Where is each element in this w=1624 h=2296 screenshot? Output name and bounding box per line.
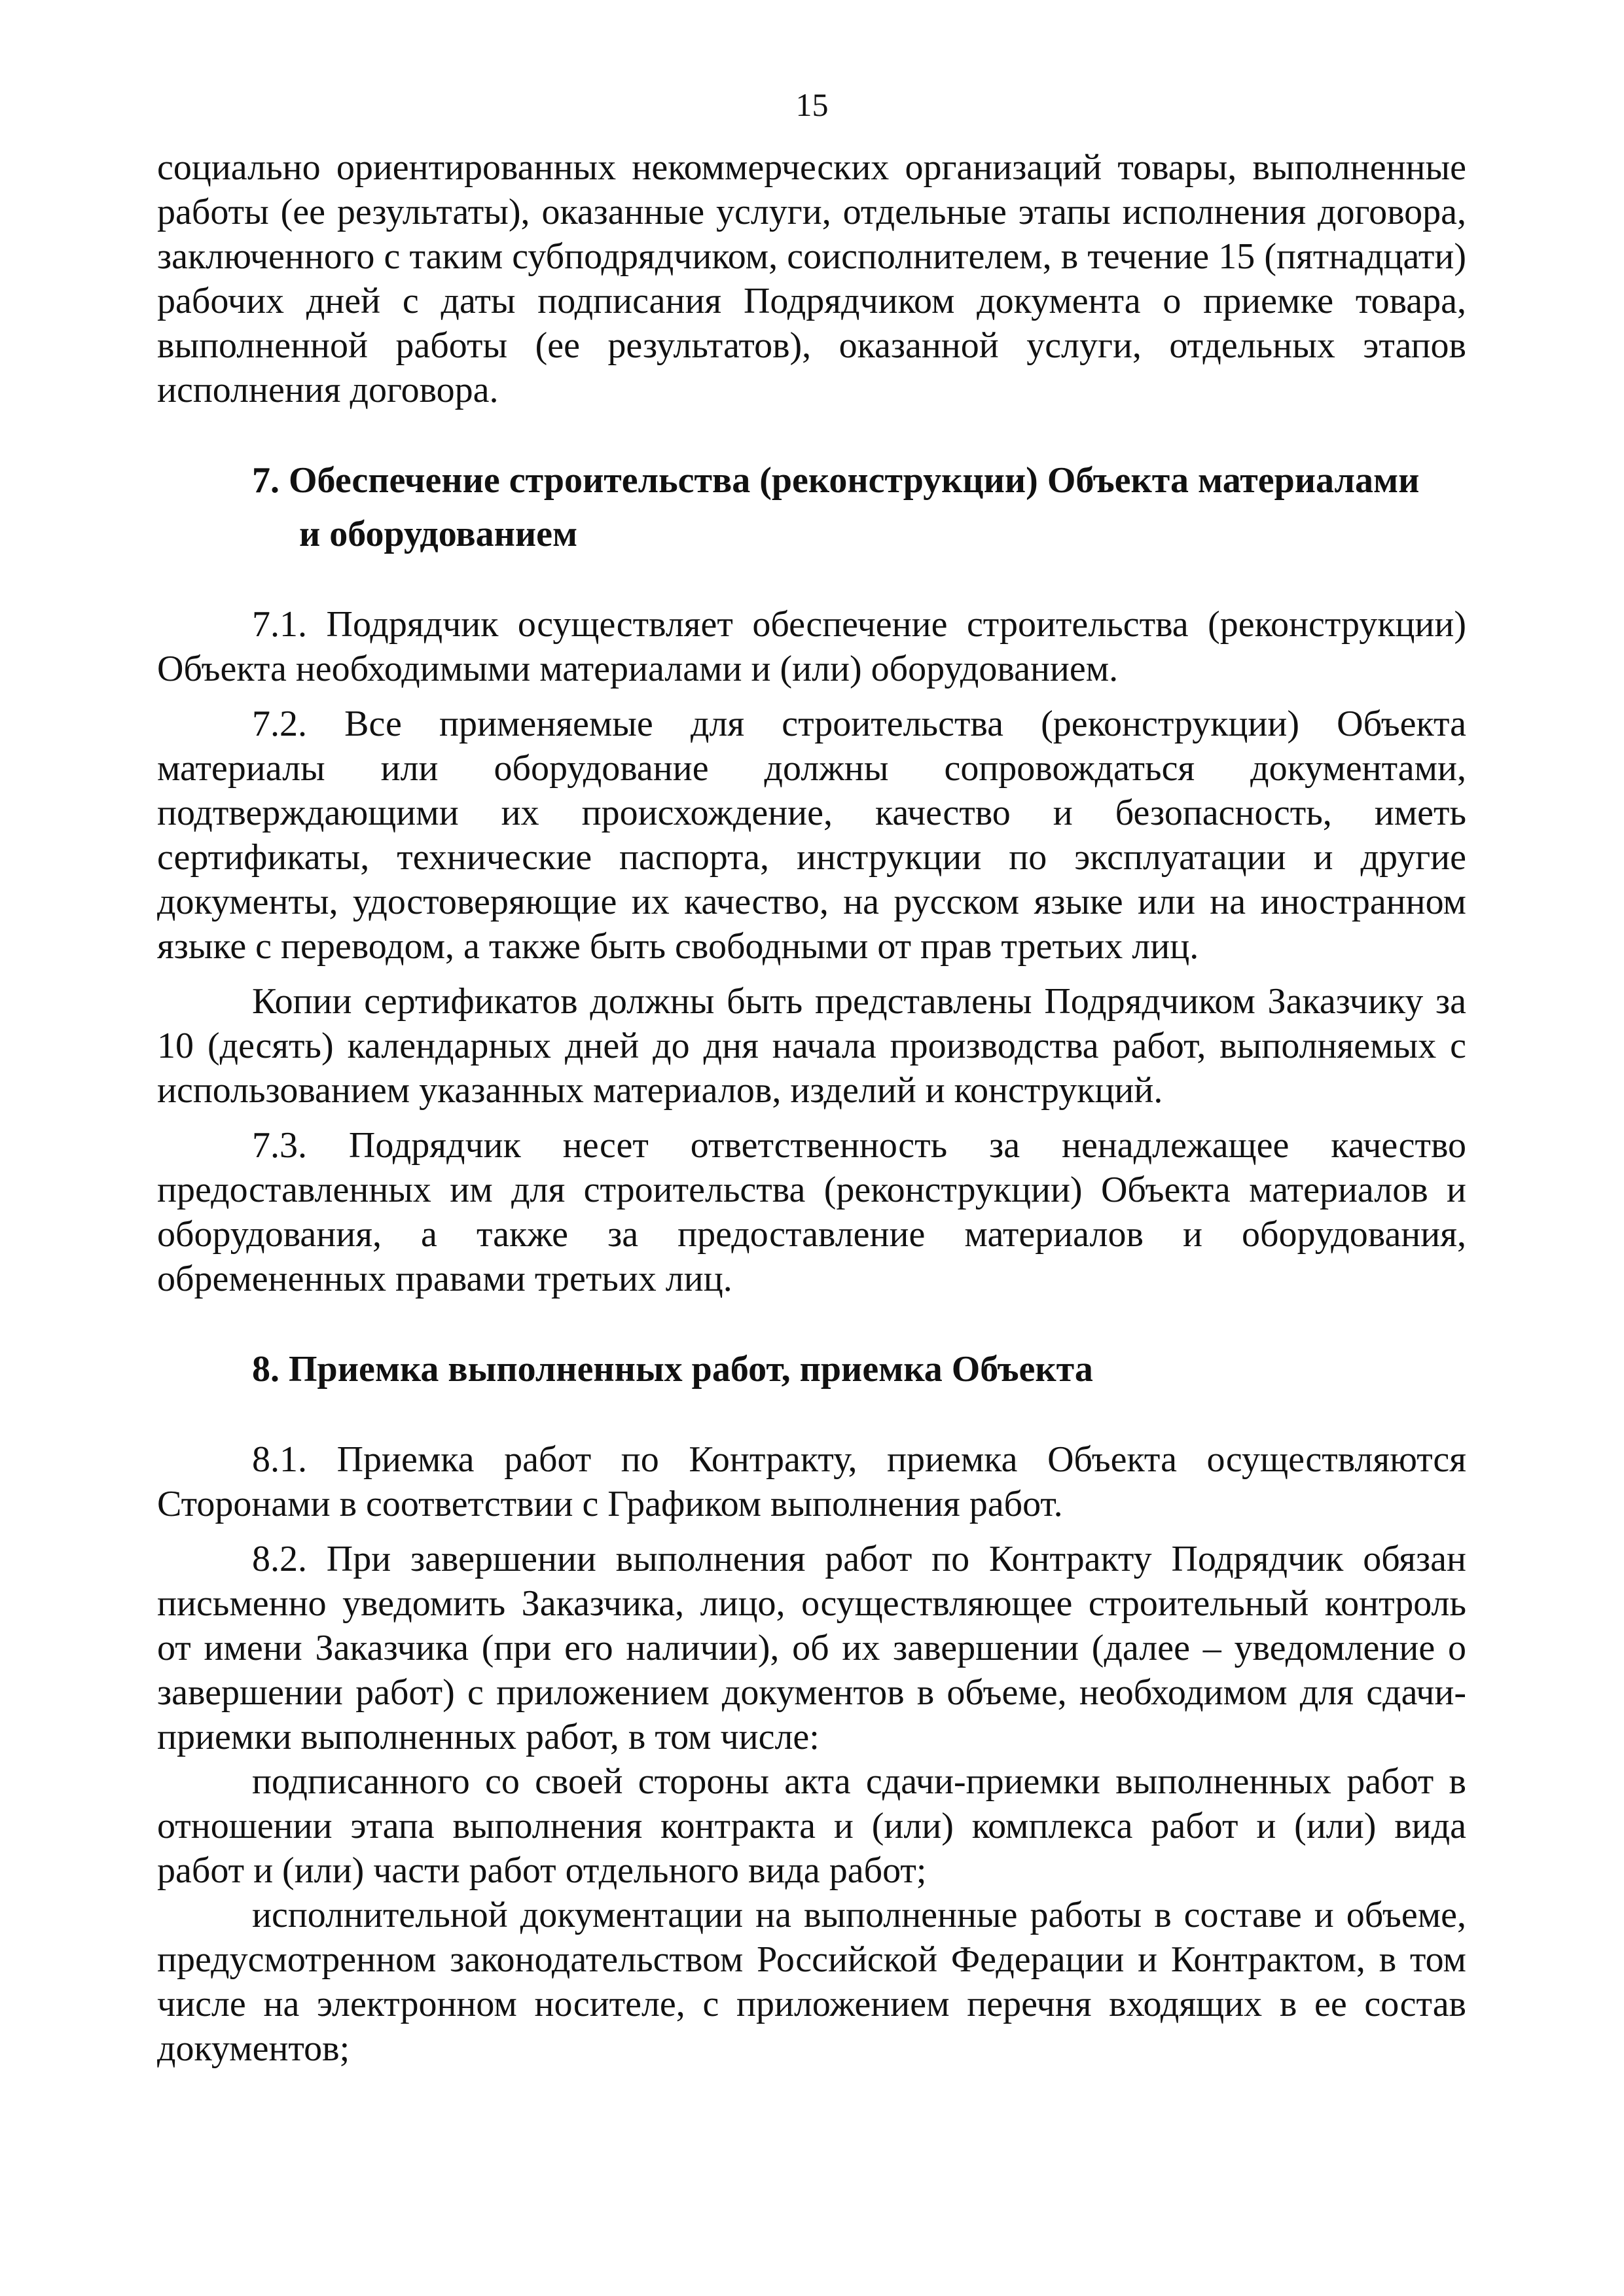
clause-7-2-copies: Копии сертификатов должны быть представлены Подрядчиком Заказчику за 10 (десять) календарных дней до дня начала производства работ, выполняемых с использованием указанных материалов, изделий и конструкций. [157,981,1466,1111]
clause-7-3: 7.3. Подрядчик несет ответственность за ненадлежащее качество предоставленных им для строительства (реконструкции) Объекта материалов и оборудования, а также за предоставление материалов и оборудования, обремененных правами третьих лиц. [157,1125,1466,1299]
section-8-heading: 8. Приемка выполненных работ, приемка Объекта [252,1349,1093,1390]
section-7-heading-line2: и оборудованием [299,514,578,554]
section-7-heading-line1: 7. Обеспечение строительства (реконструкции) Объекта материалами [252,460,1420,501]
document-body [157,145,1466,2071]
clause-8-1: 8.1. Приемка работ по Контракту, приемка Объекта осуществляются Сторонами в соответствии с Графиком выполнения работ. [157,1439,1466,1524]
page-number: 15 [795,86,829,123]
intro-paragraph: социально ориентированных некоммерческих организаций товары, выполненные работы (ее результаты), оказанные услуги, отдельные этапы исполнения договора, заключенного с таким субподрядчиком, соисполнителем, в течение 15 (пятнадцати) рабочих дней с даты подписания Подрядчиком документа о приемке товара, выполненной работы (ее результатов), оказанной услуги, отдельных этапов исполнения договора. [157,147,1466,410]
list-item-docs: исполнительной документации на выполненные работы в составе и объеме, предусмотренном законодательством Российской Федерации и Контрактом, в том числе на электронном носителе, с приложением перечня входящих в ее состав документов; [157,1895,1466,2069]
section-7-heading [157,458,1466,556]
list-item-act: подписанного со своей стороны акта сдачи-приемки выполненных работ в отношении этапа выполнения контракта и (или) комплекса работ и (или) вида работ и (или) части работ отдельного вида работ; [157,1761,1466,1891]
clause-8-2: 8.2. При завершении выполнения работ по Контракту Подрядчик обязан письменно уведомить Заказчика, лицо, осуществляющее строительный контроль от имени Заказчика (при его наличии), об их завершении (далее – уведомление о завершении работ) с приложением документов в объеме, необходимом для сдачи-приемки выполненных работ, в том числе: [157,1539,1466,1757]
clause-7-2: 7.2. Все применяемые для строительства (реконструкции) Объекта материалы или оборудование должны сопровождаться документами, подтверждающими их происхождение, качество и безопасность, иметь сертификаты, технические паспорта, инструкции по эксплуатации и другие документы, удостоверяющие их качество, на русском языке или на иностранном языке с переводом, а также быть свободными от прав третьих лиц. [157,704,1466,967]
clause-7-1: 7.1. Подрядчик осуществляет обеспечение строительства (реконструкции) Объекта необходимыми материалами и (или) оборудованием. [157,604,1466,689]
